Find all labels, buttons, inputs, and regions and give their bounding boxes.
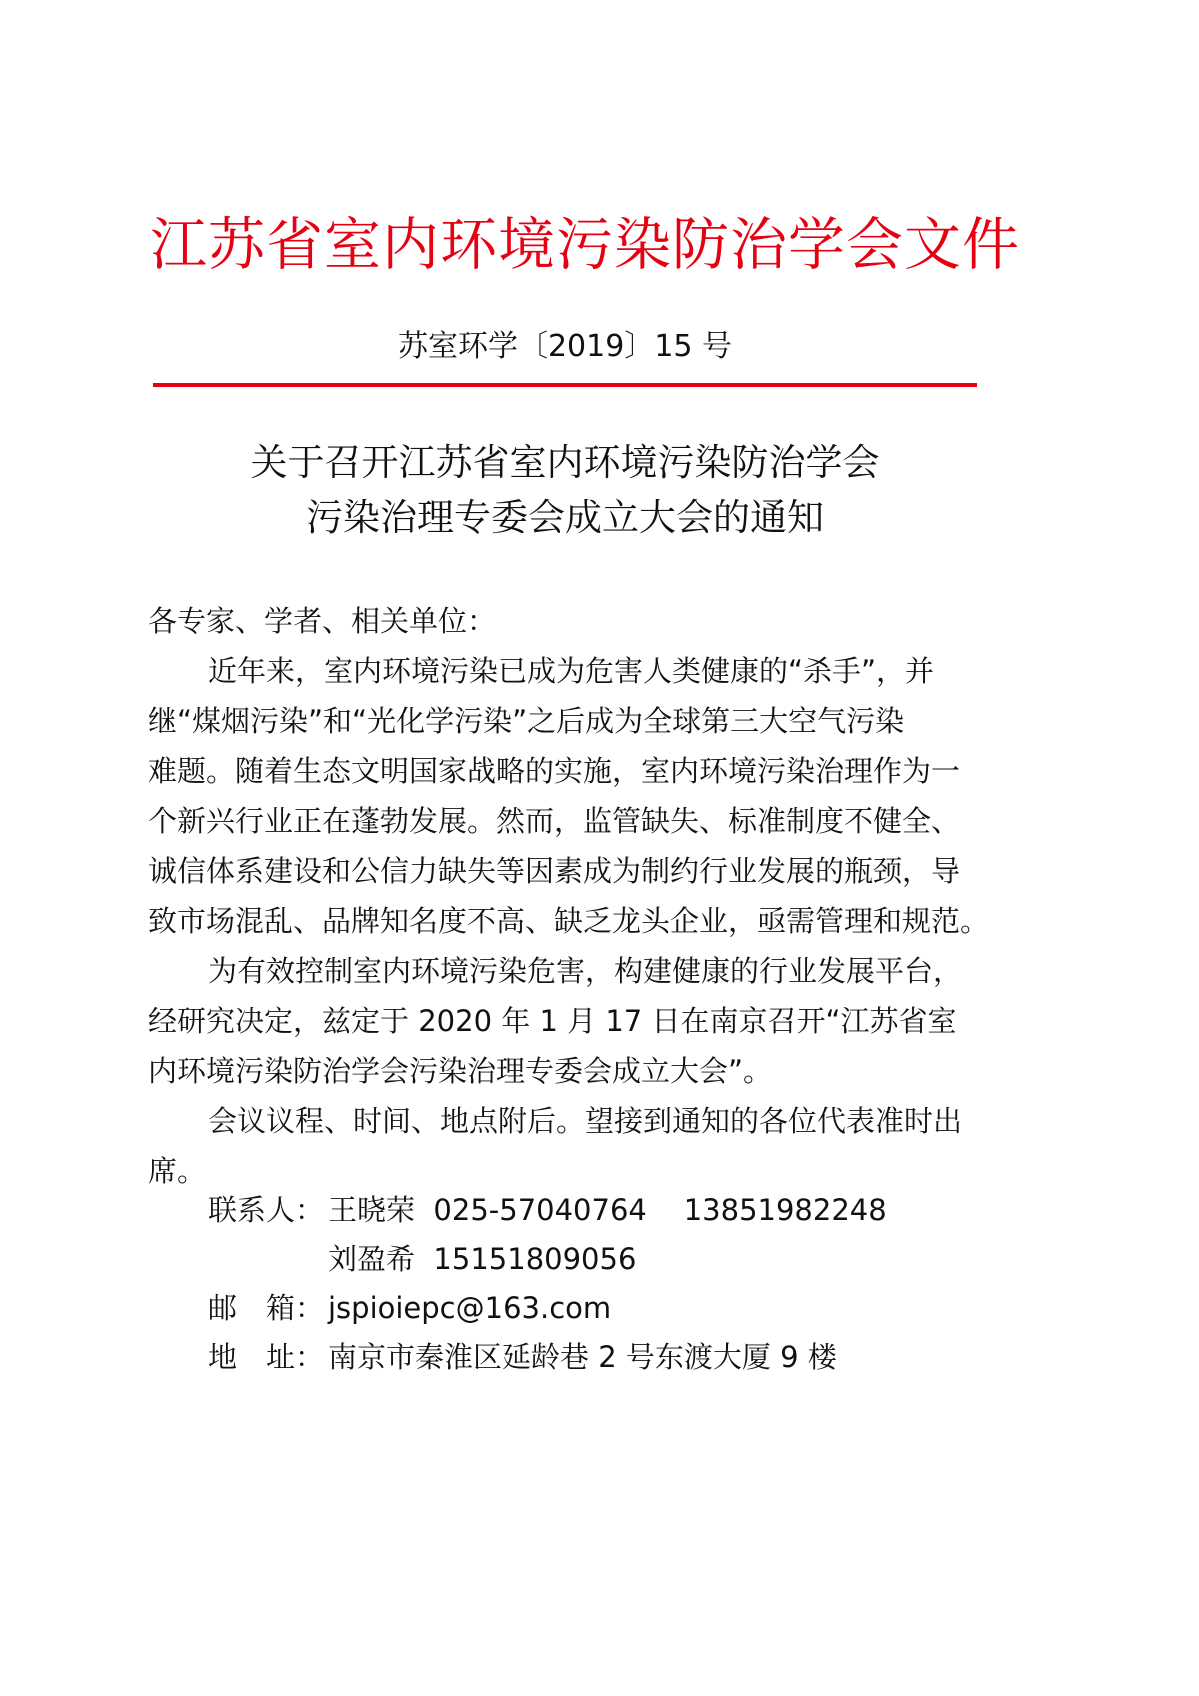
heading-line-2: 污染治理专委会成立大会的通知 xyxy=(306,496,824,539)
contact-label: 联系人： xyxy=(208,1193,325,1227)
body-line: 内环境污染防治学会污染治理专委会成立大会”。 xyxy=(148,1054,773,1088)
body-line: 个新兴行业正在蓬勃发展。然而，监管缺失、标准制度不健全、 xyxy=(148,804,961,838)
address-value: 南京市秦淮区延龄巷 2 号东渡大厦 9 楼 xyxy=(328,1340,837,1374)
contact-person-2: 刘盈希 15151809056 xyxy=(328,1242,637,1276)
notice-heading xyxy=(150,435,980,545)
address-label: 地 址： xyxy=(208,1340,325,1374)
body-line: 继“煤烟污染”和“光化学污染”之后成为全球第三大空气污染 xyxy=(148,704,905,738)
body-line: 经研究决定，兹定于 2020 年 1 月 17 日在南京召开“江苏省室 xyxy=(148,1004,957,1038)
contact-person-1: 王晓荣 025-57040764 13851982248 xyxy=(328,1193,887,1227)
contact-label-spacer xyxy=(208,1235,328,1284)
email-row xyxy=(208,1284,887,1333)
salutation: 各专家、学者、相关单位： xyxy=(148,604,497,638)
body-line: 难题。随着生态文明国家战略的实施，室内环境污染治理作为一 xyxy=(148,754,961,788)
heading-line-1: 关于召开江苏省室内环境污染防治学会 xyxy=(250,441,880,484)
body-line: 近年来，室内环境污染已成为危害人类健康的“杀手”，并 xyxy=(208,654,935,688)
email-address[interactable]: jspioiepc@163.com xyxy=(328,1291,612,1325)
contact-row-2 xyxy=(208,1235,887,1284)
org-title: 江苏省室内环境污染防治学会文件 xyxy=(150,212,1020,278)
notice-body xyxy=(148,596,990,1196)
body-line: 诚信体系建设和公信力缺失等因素成为制约行业发展的瓶颈，导 xyxy=(148,854,961,888)
body-line: 为有效控制室内环境污染危害，构建健康的行业发展平台， xyxy=(208,954,963,988)
red-divider xyxy=(153,383,977,387)
body-line: 席。 xyxy=(148,1154,207,1188)
body-line: 会议议程、时间、地点附后。望接到通知的各位代表准时出 xyxy=(208,1104,963,1138)
address-row xyxy=(208,1333,887,1382)
email-label: 邮 箱： xyxy=(208,1291,325,1325)
document-number: 苏室环学〔2019〕15 号 xyxy=(397,329,733,364)
contact-row-1 xyxy=(208,1186,887,1235)
contact-block xyxy=(208,1186,887,1382)
body-line: 致市场混乱、品牌知名度不高、缺乏龙头企业，亟需管理和规范。 xyxy=(148,904,990,938)
